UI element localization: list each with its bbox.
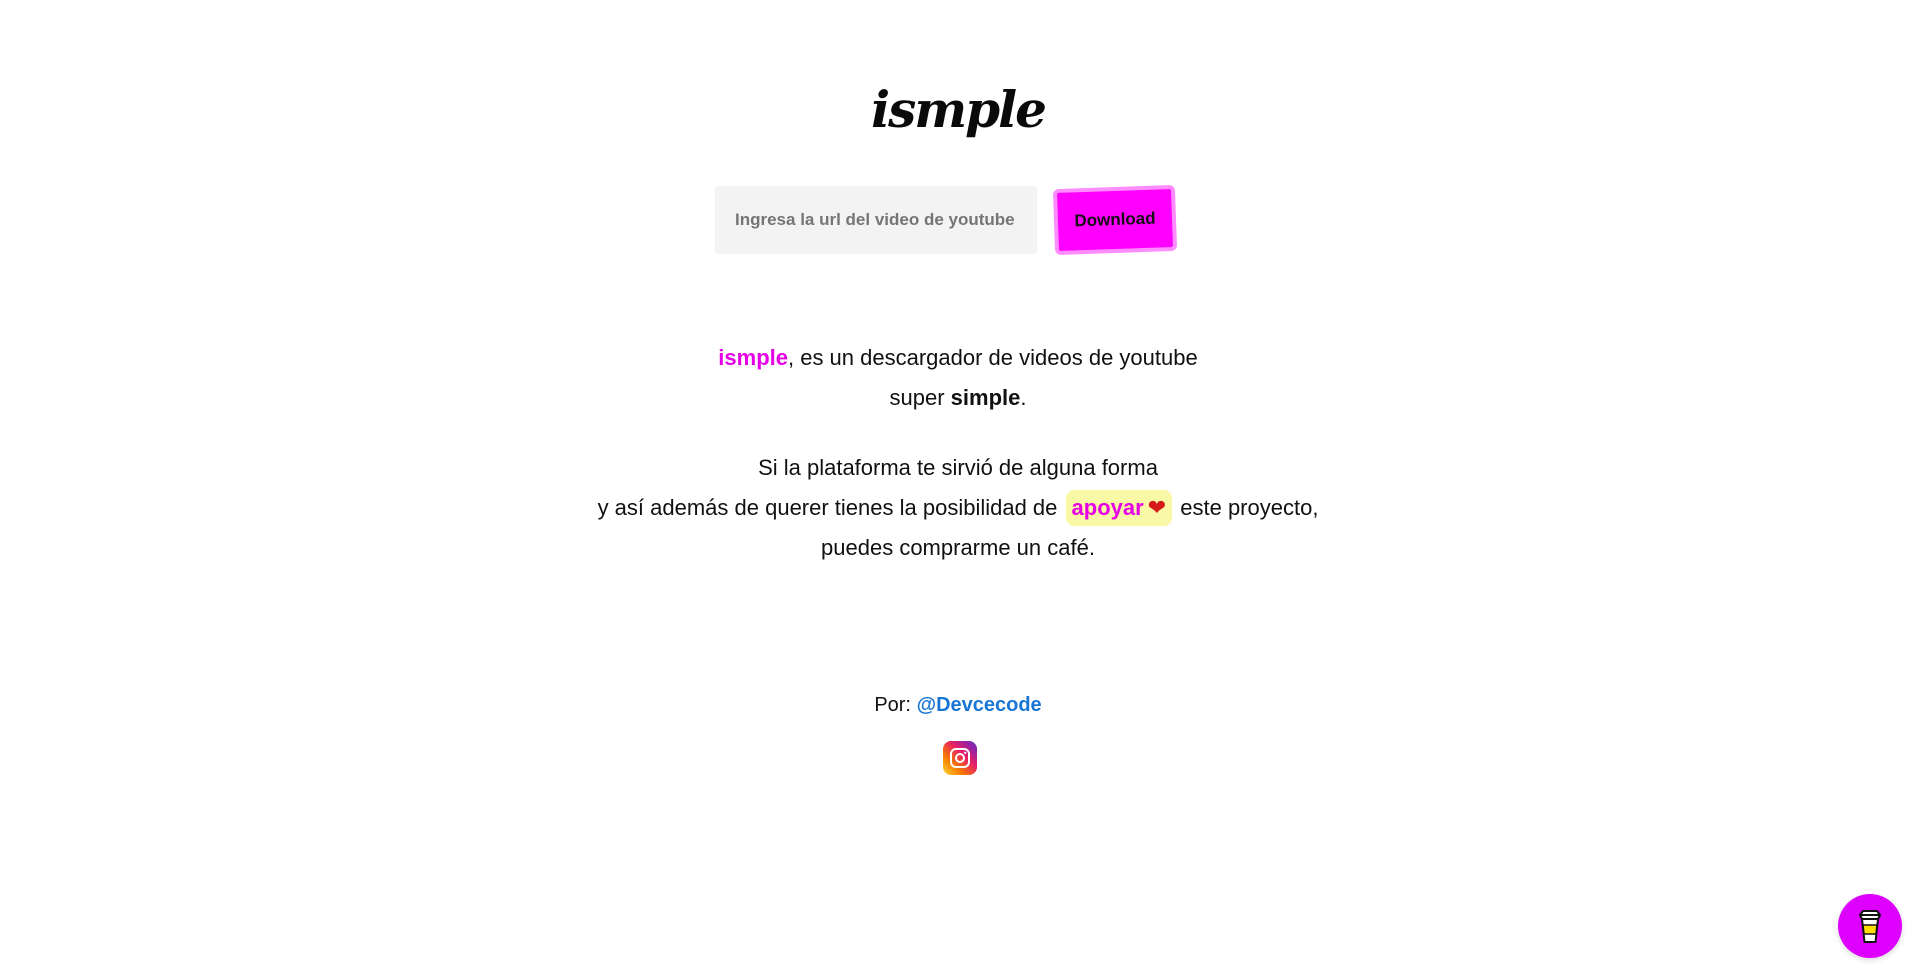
description-line-1-text: , es un descargador de videos de youtube <box>787 345 1198 370</box>
coffee-cup-icon <box>1853 906 1887 946</box>
apoyar-label: apoyar <box>1071 495 1144 520</box>
description-line-1 <box>0 338 1916 378</box>
footer-credit <box>0 694 1916 717</box>
description-line-2 <box>0 378 1916 418</box>
brand-name: ismple <box>718 345 788 370</box>
support-line-3: puedes comprarme un café. <box>821 535 1095 560</box>
description-line-2-suffix: . <box>1020 385 1027 410</box>
buy-coffee-button[interactable] <box>1838 894 1902 958</box>
heart-icon: ❤ <box>1147 495 1167 520</box>
search-form <box>715 186 1176 254</box>
logo: ismple <box>871 80 1045 139</box>
instagram-glyph <box>948 746 972 770</box>
by-label: Por: <box>874 694 911 716</box>
apoyar-link[interactable] <box>1066 490 1173 526</box>
support-message <box>0 448 1916 568</box>
description-line-2-prefix: super <box>889 385 951 410</box>
instagram-icon[interactable] <box>943 741 977 775</box>
support-line-1: Si la plataforma te sirvió de alguna forma <box>758 455 1158 480</box>
description-line-2-bold: simple <box>950 385 1021 410</box>
support-line-2 <box>0 488 1916 528</box>
support-line-2-suffix: este proyecto, <box>1180 495 1319 520</box>
url-input[interactable] <box>715 186 1037 254</box>
support-line-2-prefix: y así además de querer tienes la posibilidad de <box>597 495 1058 520</box>
download-button[interactable]: Download <box>1053 185 1177 255</box>
description <box>0 338 1916 418</box>
author-link[interactable]: @Devcecode <box>916 694 1042 716</box>
